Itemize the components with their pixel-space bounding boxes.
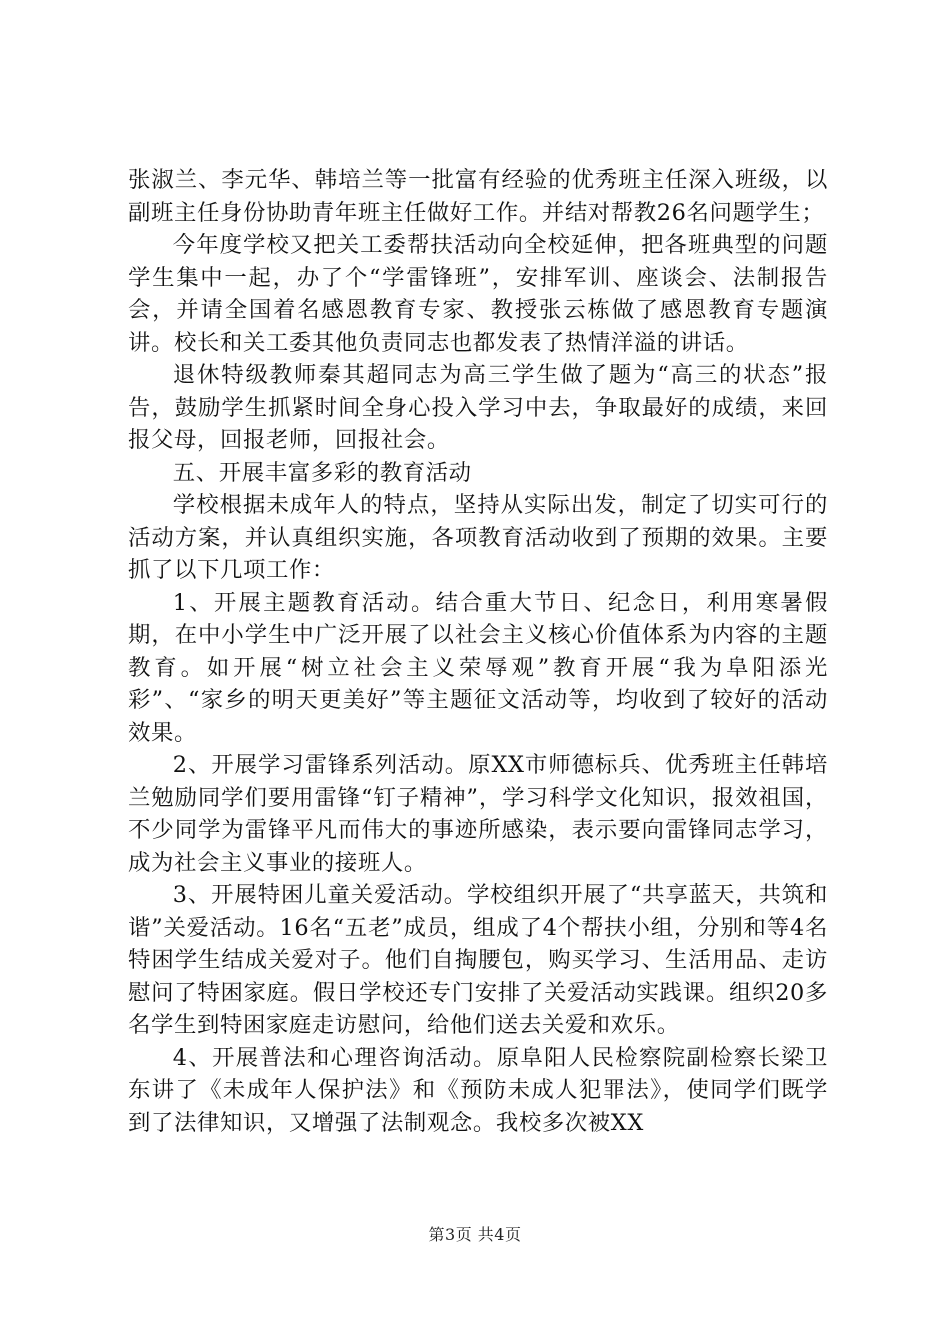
paragraph-item-4: 4、开展普法和心理咨询活动。原阜阳人民检察院副检察长梁卫东讲了《未成年人保护法》和《预防未成人犯罪法》，使同学们既学到了法律知识，又增强了法制观念。我校多次被XX: [128, 1044, 828, 1136]
page-number-footer: 第3页 共4页: [428, 1225, 522, 1244]
paragraph-1: 张淑兰、李元华、韩培兰等一批富有经验的优秀班主任深入班级，以副班主任身份协助青年班主任做好工作。并结对帮教26名问题学生；: [128, 167, 828, 226]
paragraph-item-3: 3、开展特困儿童关爱活动。学校组织开展了“共享蓝天，共筑和谐”关爱活动。16名“五老”成员，组成了4个帮扶小组，分别和等4名特困学生结成关爱对子。他们自掏腰包，购买学习、生活用品、走访慰问了特困家庭。假日学校还专门安排了关爱活动实践课。组织20多名学生到特困家庭走访慰问，给他们送去关爱和欢乐。: [128, 882, 828, 1038]
section-heading-5: 五、开展丰富多彩的教育活动: [172, 459, 472, 486]
paragraph-item-2: 2、开展学习雷锋系列活动。原XX市师德标兵、优秀班主任韩培兰勉励同学们要用雷锋“钉子精神”，学习科学文化知识，报效祖国，不少同学为雷锋平凡而伟大的事迹所感染，表示要向雷锋同志学习，成为社会主义事业的接班人。: [128, 752, 828, 876]
paragraph-3: 退休特级教师秦其超同志为高三学生做了题为“高三的状态”报告，鼓励学生抓紧时间全身心投入学习中去，争取最好的成绩，来回报父母，回报老师，回报社会。: [128, 362, 828, 453]
paragraph-item-1: 1、开展主题教育活动。结合重大节日、纪念日，利用寒暑假期，在中小学生中广泛开展了以社会主义核心价值体系为内容的主题教育。如开展“树立社会主义荣辱观”教育开展“我为阜阳添光彩”、“家乡的明天更美好”等主题征文活动等，均收到了较好的活动效果。: [128, 589, 828, 746]
document-body: [128, 164, 828, 1139]
paragraph-2: 今年度学校又把关工委帮扶活动向全校延伸，把各班典型的问题学生集中一起，办了个“学雷锋班”，安排军训、座谈会、法制报告会，并请全国着名感恩教育专家、教授张云栋做了感恩教育专题演讲。校长和关工委其他负责同志也都发表了热情洋溢的讲话。: [128, 232, 828, 356]
paragraph-5: 学校根据未成年人的特点，坚持从实际出发，制定了切实可行的活动方案，并认真组织实施，各项教育活动收到了预期的效果。主要抓了以下几项工作：: [128, 492, 828, 583]
